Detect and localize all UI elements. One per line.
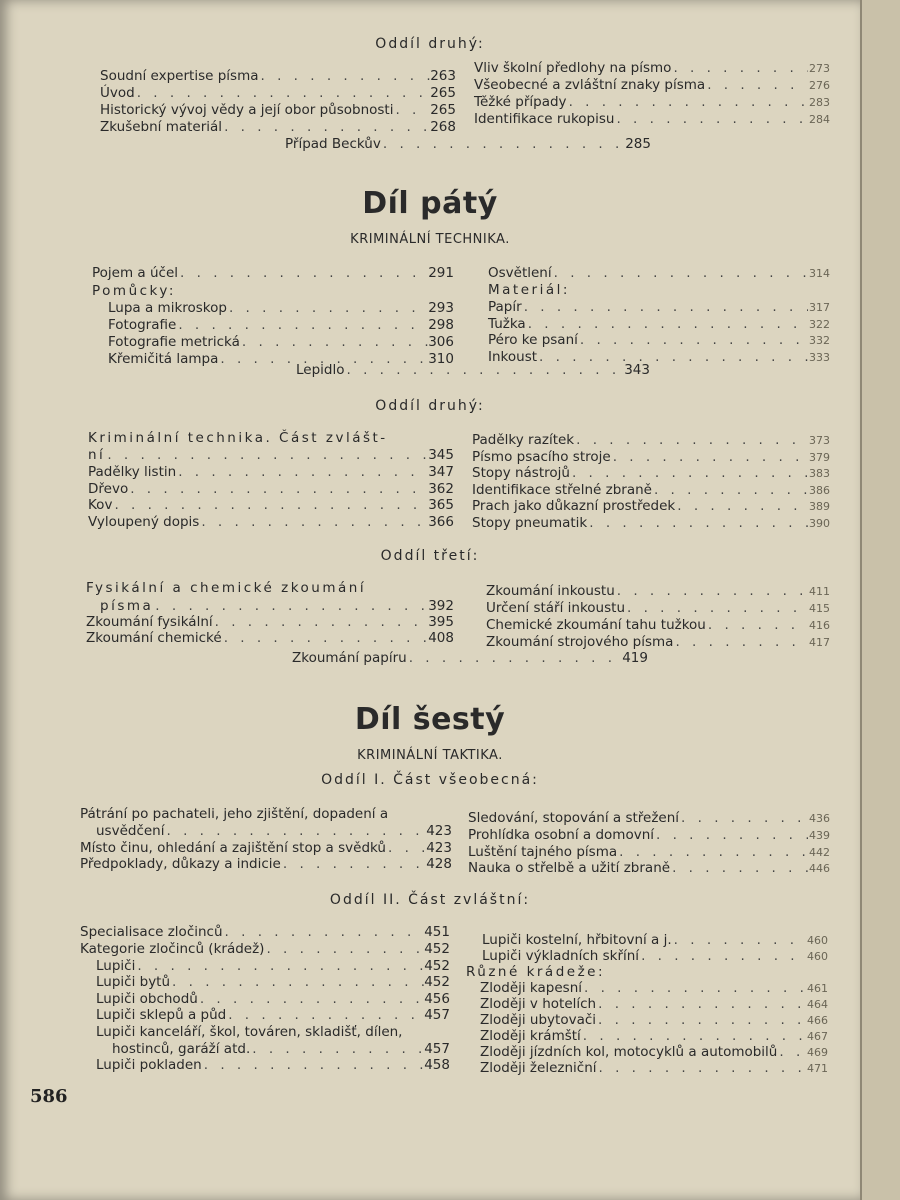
toc-entry: Pojem a účel . . . 291 [92,265,454,282]
toc-entry: Soudní expertise písma . . . 263 [100,68,456,85]
toc-entry: Určení stáří inkoustu . . . 415 [486,600,830,617]
toc-entry-line: Pátrání po pachateli, jeho zjištění, dopadení a [80,806,389,822]
toc-entry: Lupiči obchodů . . . 456 [96,991,450,1008]
toc-entry: Lupiči bytů . . . 452 [96,974,450,991]
toc-entry: Identifikace střelné zbraně . . . 386 [472,482,830,499]
toc-entry: Vyloupený dopis . . . 366 [88,514,454,531]
toc-entry: písma . . . 392 [100,598,454,615]
toc-entry: Lupiči sklepů a půd . . . 457 [96,1007,450,1024]
toc-entry: Sledování, stopování a střežení . . . 436 [468,810,830,827]
toc-entry: Zkoumání fysikální . . . 395 [86,614,454,631]
toc-entry: Inkoust . . . 333 [488,349,830,366]
toc-entry: Zkušební materiál . . . 268 [100,119,456,136]
toc-entry: Papír . . . 317 [488,299,830,316]
toc-entry: Identifikace rukopisu . . . 284 [474,111,830,128]
toc-entry: Stopy nástrojů . . . 383 [472,465,830,482]
section-heading: Oddíl druhý: [375,36,485,52]
toc-entry: Kov . . . 365 [88,497,454,514]
toc-entry-line: Fysikální a chemické zkoumání [86,580,367,596]
part-subtitle: KRIMINÁLNÍ TAKTIKA. [357,748,503,763]
toc-entry: Luštění tajného písma . . . 442 [468,844,830,861]
toc-entry: Specialisace zločinců . . . 451 [80,924,450,941]
toc-entry: Osvětlení . . . 314 [488,265,830,282]
toc-entry-line: Kriminální technika. Část zvlášt- [88,430,388,446]
toc-entry: ní . . . 345 [88,447,454,464]
toc-entry: Lupiči pokladen . . . 458 [96,1057,450,1074]
page-number: 586 [30,1086,68,1107]
toc-entry: Zloději krámští . . . 467 [480,1028,828,1045]
toc-entry: Fotografie metrická . . . 306 [108,334,454,351]
toc-entry: Chemické zkoumání tahu tužkou . . . 416 [486,617,830,634]
toc-entry: Nauka o střelbě a užití zbraně . . . 446 [468,860,830,877]
section-heading: Oddíl II. Část zvláštní: [329,892,531,908]
section-heading: Oddíl druhý: [375,398,485,414]
toc-entry: Péro ke psaní . . . 332 [488,332,830,349]
toc-entry: Těžké případy . . . 283 [474,94,830,111]
toc-entry: Úvod . . . 265 [100,85,456,102]
toc-entry: Všeobecné a zvláštní znaky písma . . . 276 [474,77,830,94]
toc-entry: Lupa a mikroskop . . . 293 [108,300,454,317]
toc-entry: Zloději v hotelích . . . 464 [480,996,828,1013]
toc-entry: Prach jako důkazní prostředek . . . 389 [472,498,830,515]
group-heading: Materiál: [488,282,570,298]
toc-entry: Písmo psacího stroje . . . 379 [472,449,830,466]
toc-entry: hostinců, garáží atd. . . . 457 [112,1041,450,1058]
toc-entry: Tužka . . . 322 [488,316,830,333]
toc-entry: Předpoklady, důkazy a indicie . . . 428 [80,856,452,873]
toc-entry: Padělky razítek . . . 373 [472,432,830,449]
part-title: Díl šestý [354,702,506,737]
part-title: Díl pátý [362,186,498,221]
toc-entry: Padělky listin . . . 347 [88,464,454,481]
toc-entry: Lupiči výkladních skříní . . . 460 [482,948,828,965]
adjacent-page-edge [860,0,900,1200]
toc-entry: Prohlídka osobní a domovní . . . 439 [468,827,830,844]
toc-entry: Zkoumání chemické . . . 408 [86,630,454,647]
toc-entry: Místo činu, ohledání a zajištění stop a svědků . . . 423 [80,840,452,857]
toc-entry: Kategorie zločinců (krádež) . . . 452 [80,941,450,958]
toc-entry: Lupiči kostelní, hřbitovní a j. . . . 460 [482,932,828,949]
toc-entry: Zloději jízdních kol, motocyklů a automobilů . . . 469 [480,1044,828,1061]
toc-entry: Zloději železniční . . . 471 [480,1060,828,1077]
section-heading: Oddíl I. Část všeobecná: [321,772,539,788]
toc-entry: Lupiči . . . 452 [96,958,450,975]
toc-entry-center: Případ Beckův . . . 285 [285,136,651,153]
toc-entry-center: Lepidlo . . . 343 [296,362,650,379]
toc-entry: Křemičitá lampa . . . 310 [108,351,454,368]
toc-entry: usvědčení . . . 423 [96,823,452,840]
group-heading: Pomůcky: [92,283,176,299]
toc-entry: Fotografie . . . 298 [108,317,454,334]
toc-entry: Zkoumání strojového písma . . . 417 [486,634,830,651]
group-heading: Různé krádeže: [466,964,606,980]
toc-entry: Dřevo . . . 362 [88,481,454,498]
toc-entry: Vliv školní předlohy na písmo . . . 273 [474,60,830,77]
toc-entry: Zkoumání inkoustu . . . 411 [486,583,830,600]
toc-entry: Stopy pneumatik . . . 390 [472,515,830,532]
toc-entry: Historický vývoj vědy a její obor působnosti . . . 265 [100,102,456,119]
toc-entry-center: Zkoumání papíru . . . 419 [292,650,648,667]
part-subtitle: KRIMINÁLNÍ TECHNIKA. [350,232,510,247]
toc-entry-line: Lupiči kanceláří, škol, továren, skladišť, dílen, [96,1024,403,1040]
toc-entry: Zloději ubytovači . . . 466 [480,1012,828,1029]
section-heading: Oddíl třetí: [380,548,480,564]
toc-entry: Zloději kapesní . . . 461 [480,980,828,997]
